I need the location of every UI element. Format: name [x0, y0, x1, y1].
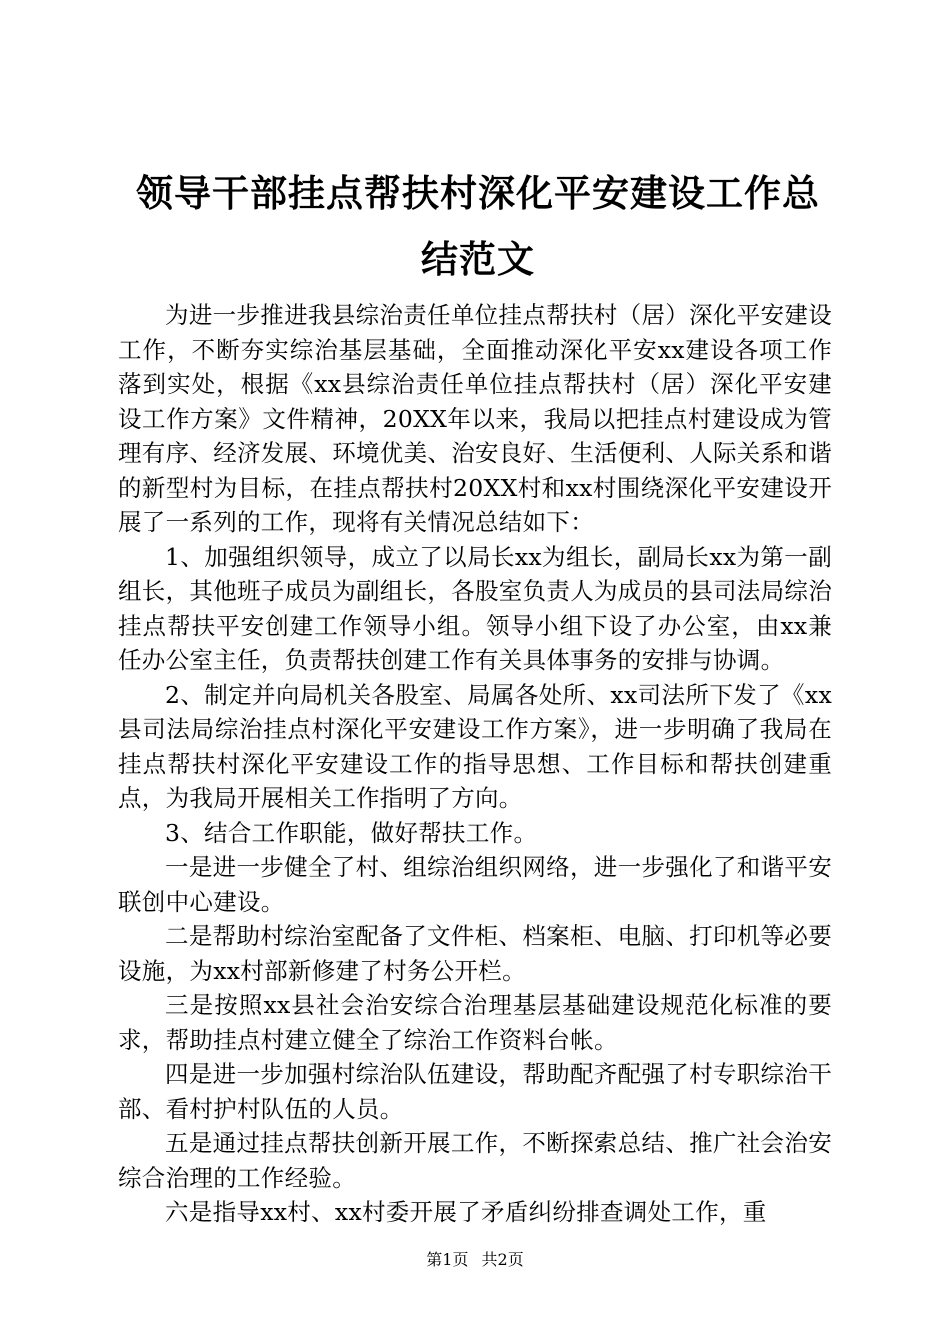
- document-title: 领导干部挂点帮扶村深化平安建设工作总结范文: [136, 171, 820, 281]
- page-number-total: 共2页: [481, 1250, 524, 1269]
- paragraph-point-2: 二是帮助村综治室配备了文件柜、档案柜、电脑、打印机等必要设施，为xx村部新修建了村务公开栏。: [118, 922, 832, 985]
- page-footer: [0, 1250, 950, 1270]
- paragraph-point-4: 四是进一步加强村综治队伍建设，帮助配齐配强了村专职综治干部、看村护村队伍的人员。: [118, 1060, 832, 1123]
- page-number-current: 第1页: [426, 1250, 469, 1269]
- paragraph-point-6: 六是指导xx村、xx村委开展了矛盾纠纷排查调处工作，重: [165, 1198, 767, 1226]
- paragraph-point-5: 五是通过挂点帮扶创新开展工作，不断探索总结、推广社会治安综合治理的工作经验。: [118, 1129, 832, 1192]
- paragraph-item-1: 1、加强组织领导，成立了以局长xx为组长，副局长xx为第一副组长，其他班子成员为副组长，各股室负责人为成员的县司法局综治挂点帮扶平安创建工作领导小组。领导小组下设了办公室，由xx兼任办公室主任，负责帮扶创建工作有关具体事务的安排与协调。: [118, 542, 832, 674]
- document-body: [118, 298, 832, 1230]
- paragraph-point-1: 一是进一步健全了村、组综治组织网络，进一步强化了和谐平安联创中心建设。: [118, 853, 832, 916]
- paragraph-intro: 为进一步推进我县综治责任单位挂点帮扶村（居）深化平安建设工作，不断夯实综治基层基础，全面推动深化平安xx建设各项工作落到实处，根据《xx县综治责任单位挂点帮扶村（居）深化平安建设工作方案》文件精神，20XX年以来，我局以把挂点村建设成为管理有序、经济发展、环境优美、治安良好、生活便利、人际关系和谐的新型村为目标，在挂点帮扶村20XX村和xx村围绕深化平安建设开展了一系列的工作，现将有关情况总结如下：: [118, 301, 832, 536]
- paragraph-point-3: 三是按照xx县社会治安综合治理基层基础建设规范化标准的要求，帮助挂点村建立健全了综治工作资料台帐。: [118, 991, 832, 1054]
- paragraph-item-3: 3、结合工作职能，做好帮扶工作。: [165, 818, 538, 847]
- paragraph-item-2: 2、制定并向局机关各股室、局属各处所、xx司法所下发了《xx县司法局综治挂点村深化平安建设工作方案》，进一步明确了我局在挂点帮扶村深化平安建设工作的指导思想、工作目标和帮扶创建重点，为我局开展相关工作指明了方向。: [118, 680, 832, 812]
